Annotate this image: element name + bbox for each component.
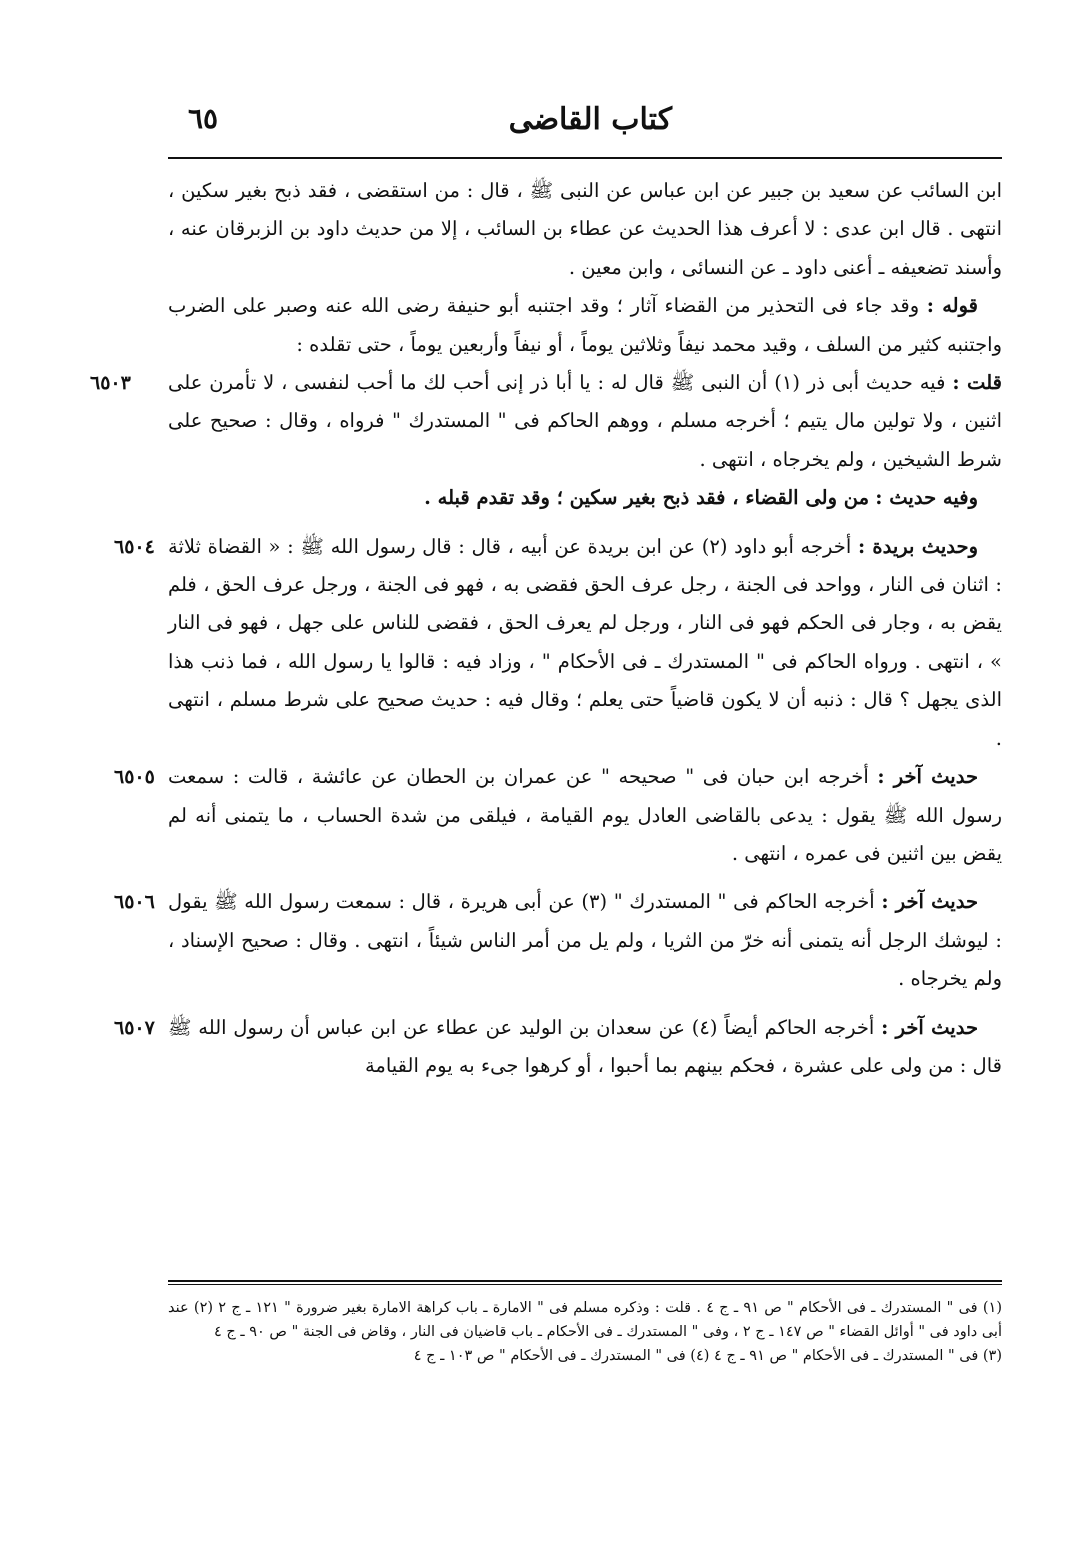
hadith-number: ٦٥٠٤ xyxy=(114,535,155,558)
paragraph-text: أخرجه الحاكم فى " المستدرك " (٣) عن أبى هريرة ، قال : سمعت رسول الله ﷺ يقول : ليوشك الرجل أنه يتمنى أنه خرّ من الثريا ، ولم يل من أمر الناس شيئاً ، انتهى . وقال : صحيح الإسناد ، ولم يخرجاه . xyxy=(168,890,1002,991)
paragraph-lead: قلت : xyxy=(952,371,1002,395)
paragraph-1 xyxy=(168,172,1002,287)
page-title: كتاب القاضى xyxy=(508,102,672,137)
footnotes xyxy=(168,1296,1002,1368)
hadith-number: ٦٥٠٥ xyxy=(114,766,155,789)
footnote-1: (١) فى " المستدرك ـ فى الأحكام " ص ٩١ ـ ج ٤ . قلت : وذكره مسلم فى " الامارة ـ باب كراهة الامارة بغير ضرورة " ١٢١ ـ ج ٢ (٢) عند أبى داود فى " أوائل القضاء " ص ١٤٧ ـ ج ٢ ، وفى " المستدرك ـ فى الأحكام ـ باب قاضيان فى النار ، وقاض فى الجنة " ص ٩٠ ـ ج ٤ xyxy=(168,1300,1002,1340)
paragraph-text: من ولى القضاء ، فقد ذبح بغير سكين ؛ وقد تقدم قبله . xyxy=(424,486,870,510)
paragraph-text: أخرجه الحاكم أيضاً (٤) عن سعدان بن الوليد عن عطاء عن ابن عباس أن رسول الله ﷺ قال : من ولى على عشرة ، فحكم بينهم بما أحبوا ، أو كرهوا جىء به يوم القيامة xyxy=(168,1015,1002,1077)
paragraph-lead: حديث آخر : xyxy=(877,765,979,789)
paragraph-text: أخرجه ابن حبان فى " صحيحه " عن عمران بن الحطان عن عائشة ، قالت : سمعت رسول الله ﷺ يقول : يدعى بالقاضى العادل يوم القيامة ، فيلقى من شدة الحساب ، ما يتمنى أنه لم يقض بين اثنين فى عمره ، انتهى . xyxy=(168,765,1002,865)
page-header xyxy=(168,98,1002,158)
page-number: ٦٥ xyxy=(188,102,219,135)
paragraph-6 xyxy=(114,758,1002,873)
paragraph-lead: وحديث بريدة : xyxy=(857,534,978,558)
paragraph-8 xyxy=(114,1009,1002,1086)
footnote-divider xyxy=(168,1280,1002,1282)
paragraph-text: وقد جاء فى التحذير من القضاء آثار ؛ وقد اجتنبه أبو حنيفة رضى الله عنه وصبر على الضرب واجتنبه كثير من السلف ، وقيد محمد نيفاً وثلاثين يوماً ، أو نيفاً وأربعين يوماً ، حتى تقلده : xyxy=(168,294,1002,356)
main-text xyxy=(90,172,1002,1085)
paragraph-lead: قوله : xyxy=(926,294,978,318)
paragraph-3 xyxy=(90,364,1002,479)
paragraph-lead: حديث آخر : xyxy=(881,1015,979,1039)
paragraph-lead: حديث آخر : xyxy=(881,890,979,914)
paragraph-text: فيه حديث أبى ذر (١) أن النبى ﷺ قال له : يا أبا ذر إنى أحب لك ما أحب لنفسى ، لا تأمرن على اثنين ، ولا تولين مال يتيم ؛ أخرجه مسلم ، ووهم الحاكم فى " المستدرك " فرواه ، وقال : صحيح على شرط الشيخين ، ولم يخرجاه ، انتهى . xyxy=(168,371,1002,471)
paragraph-2 xyxy=(168,287,1002,364)
footnote-2: (٣) فى " المستدرك ـ فى الأحكام " ص ٩١ ـ ج ٤ (٤) فى " المستدرك ـ فى الأحكام " ص ١٠٣ ـ ج ٤ xyxy=(413,1348,1002,1364)
paragraph-lead: وفيه حديث : xyxy=(875,486,978,510)
hadith-number: ٦٥٠٧ xyxy=(114,1016,155,1039)
hadith-number: ٦٥٠٣ xyxy=(90,372,131,395)
header-divider xyxy=(168,157,1002,159)
hadith-number: ٦٥٠٦ xyxy=(114,891,155,914)
footnote-divider-thin xyxy=(168,1284,1002,1285)
paragraph-5 xyxy=(114,528,1002,758)
paragraph-4 xyxy=(168,479,1002,517)
paragraph-text: أخرجه أبو داود (٢) عن ابن بريدة عن أبيه ، قال : قال رسول الله ﷺ : « القضاة ثلاثة : اثنان فى النار ، وواحد فى الجنة ، رجل عرف الحق فقضى به ، فهو فى الجنة ، ورجل عرف الحق ، فلم يقض به ، وجار فى الحكم فهو فى النار ، ورجل لم يعرف الحق ، فقضى للناس على جهل ، فهو فى النار » ، انتهى . ورواه الحاكم فى " المستدرك ـ فى الأحكام " ، وزاد فيه : قالوا يا رسول الله ، فما ذنب هذا الذى يجهل ؟ قال : ذنبه أن لا يكون قاضياً حتى يعلم ؛ وقال فيه : حديث صحيح على شرط مسلم ، انتهى . xyxy=(168,534,1002,750)
paragraph-text: ابن السائب عن سعيد بن جبير عن ابن عباس عن النبى ﷺ ، قال : من استقضى ، فقد ذبح بغير سكين ، انتهى . قال ابن عدى : لا أعرف هذا الحديث عن عطاء بن السائب ، إلا من حديث داود بن الزبرقان عنه ، وأسند تضعيفه ـ أعنى داود ـ عن النسائى ، وابن معين . xyxy=(168,179,1002,279)
paragraph-7 xyxy=(114,883,1002,998)
